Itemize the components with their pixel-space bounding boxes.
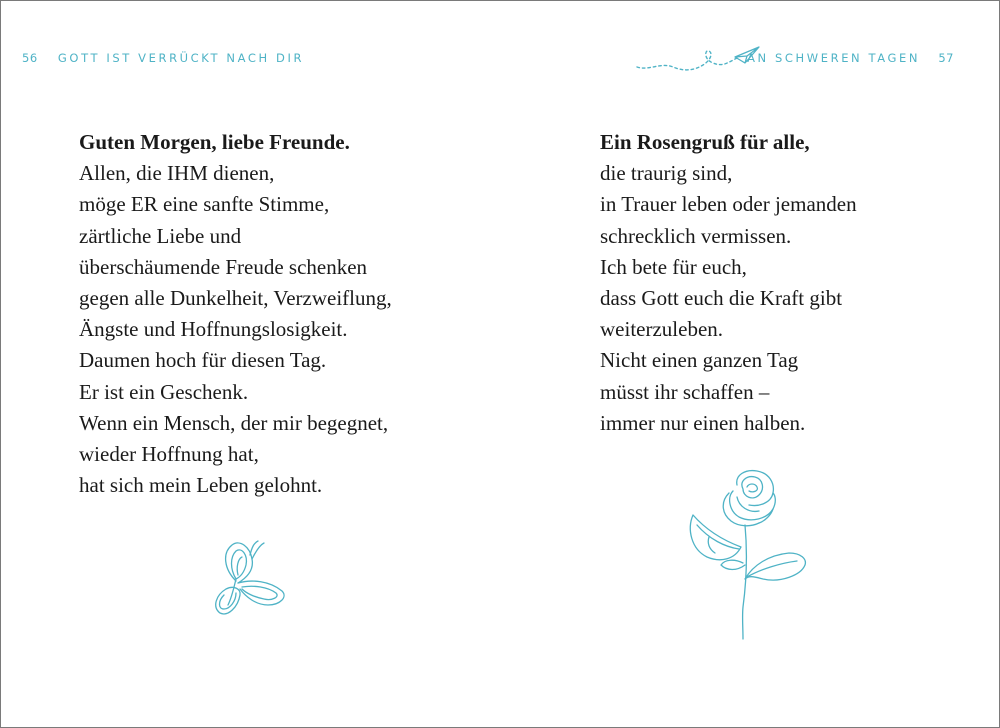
poem-line: Allen, die IHM dienen,	[79, 161, 275, 186]
poem-line: schrecklich vermissen.	[600, 223, 792, 248]
paper-plane-icon	[635, 45, 765, 77]
poem-line: überschäumende Freude schenken	[79, 254, 368, 279]
poem-line: Guten Morgen, liebe Freunde.	[79, 130, 350, 154]
rose-icon	[681, 467, 821, 645]
left-running-title: GOTT IST VERRÜCKT NACH DIR	[57, 51, 305, 65]
poem-line: zärtliche Liebe und	[79, 223, 242, 248]
right-poem	[600, 127, 857, 439]
poem-line: müsst ihr schaffen –	[600, 379, 770, 404]
poem-line: Ich bete für euch,	[600, 254, 747, 279]
left-poem	[79, 127, 392, 501]
right-page-header	[747, 51, 954, 65]
left-page-number: 56	[22, 51, 38, 65]
poem-line: in Trauer leben oder jemanden	[600, 192, 857, 217]
poem-line: wieder Hoffnung hat,	[79, 442, 259, 467]
poem-line: Ängste und Hoffnungslosigkeit.	[79, 317, 348, 342]
poem-line: Wenn ein Mensch, der mir begegnet,	[79, 410, 389, 435]
poem-line: hat sich mein Leben gelohnt.	[79, 473, 323, 498]
right-running-title: AN SCHWEREN TAGEN	[747, 51, 921, 65]
right-page-number: 57	[938, 51, 954, 65]
butterfly-icon	[206, 539, 290, 619]
poem-line: dass Gott euch die Kraft gibt	[600, 286, 843, 311]
poem-line: Daumen hoch für diesen Tag.	[79, 348, 327, 373]
poem-line: Ein Rosengruß für alle,	[600, 130, 810, 154]
poem-line: die traurig sind,	[600, 161, 733, 186]
poem-line: möge ER eine sanfte Stimme,	[79, 192, 330, 217]
poem-line: Nicht einen ganzen Tag	[600, 348, 799, 373]
left-page-header	[22, 51, 304, 65]
poem-line: weiterzuleben.	[600, 317, 724, 342]
poem-line: Er ist ein Geschenk.	[79, 379, 249, 404]
poem-line: immer nur einen halben.	[600, 410, 806, 435]
poem-line: gegen alle Dunkelheit, Verzweiflung,	[79, 286, 392, 311]
